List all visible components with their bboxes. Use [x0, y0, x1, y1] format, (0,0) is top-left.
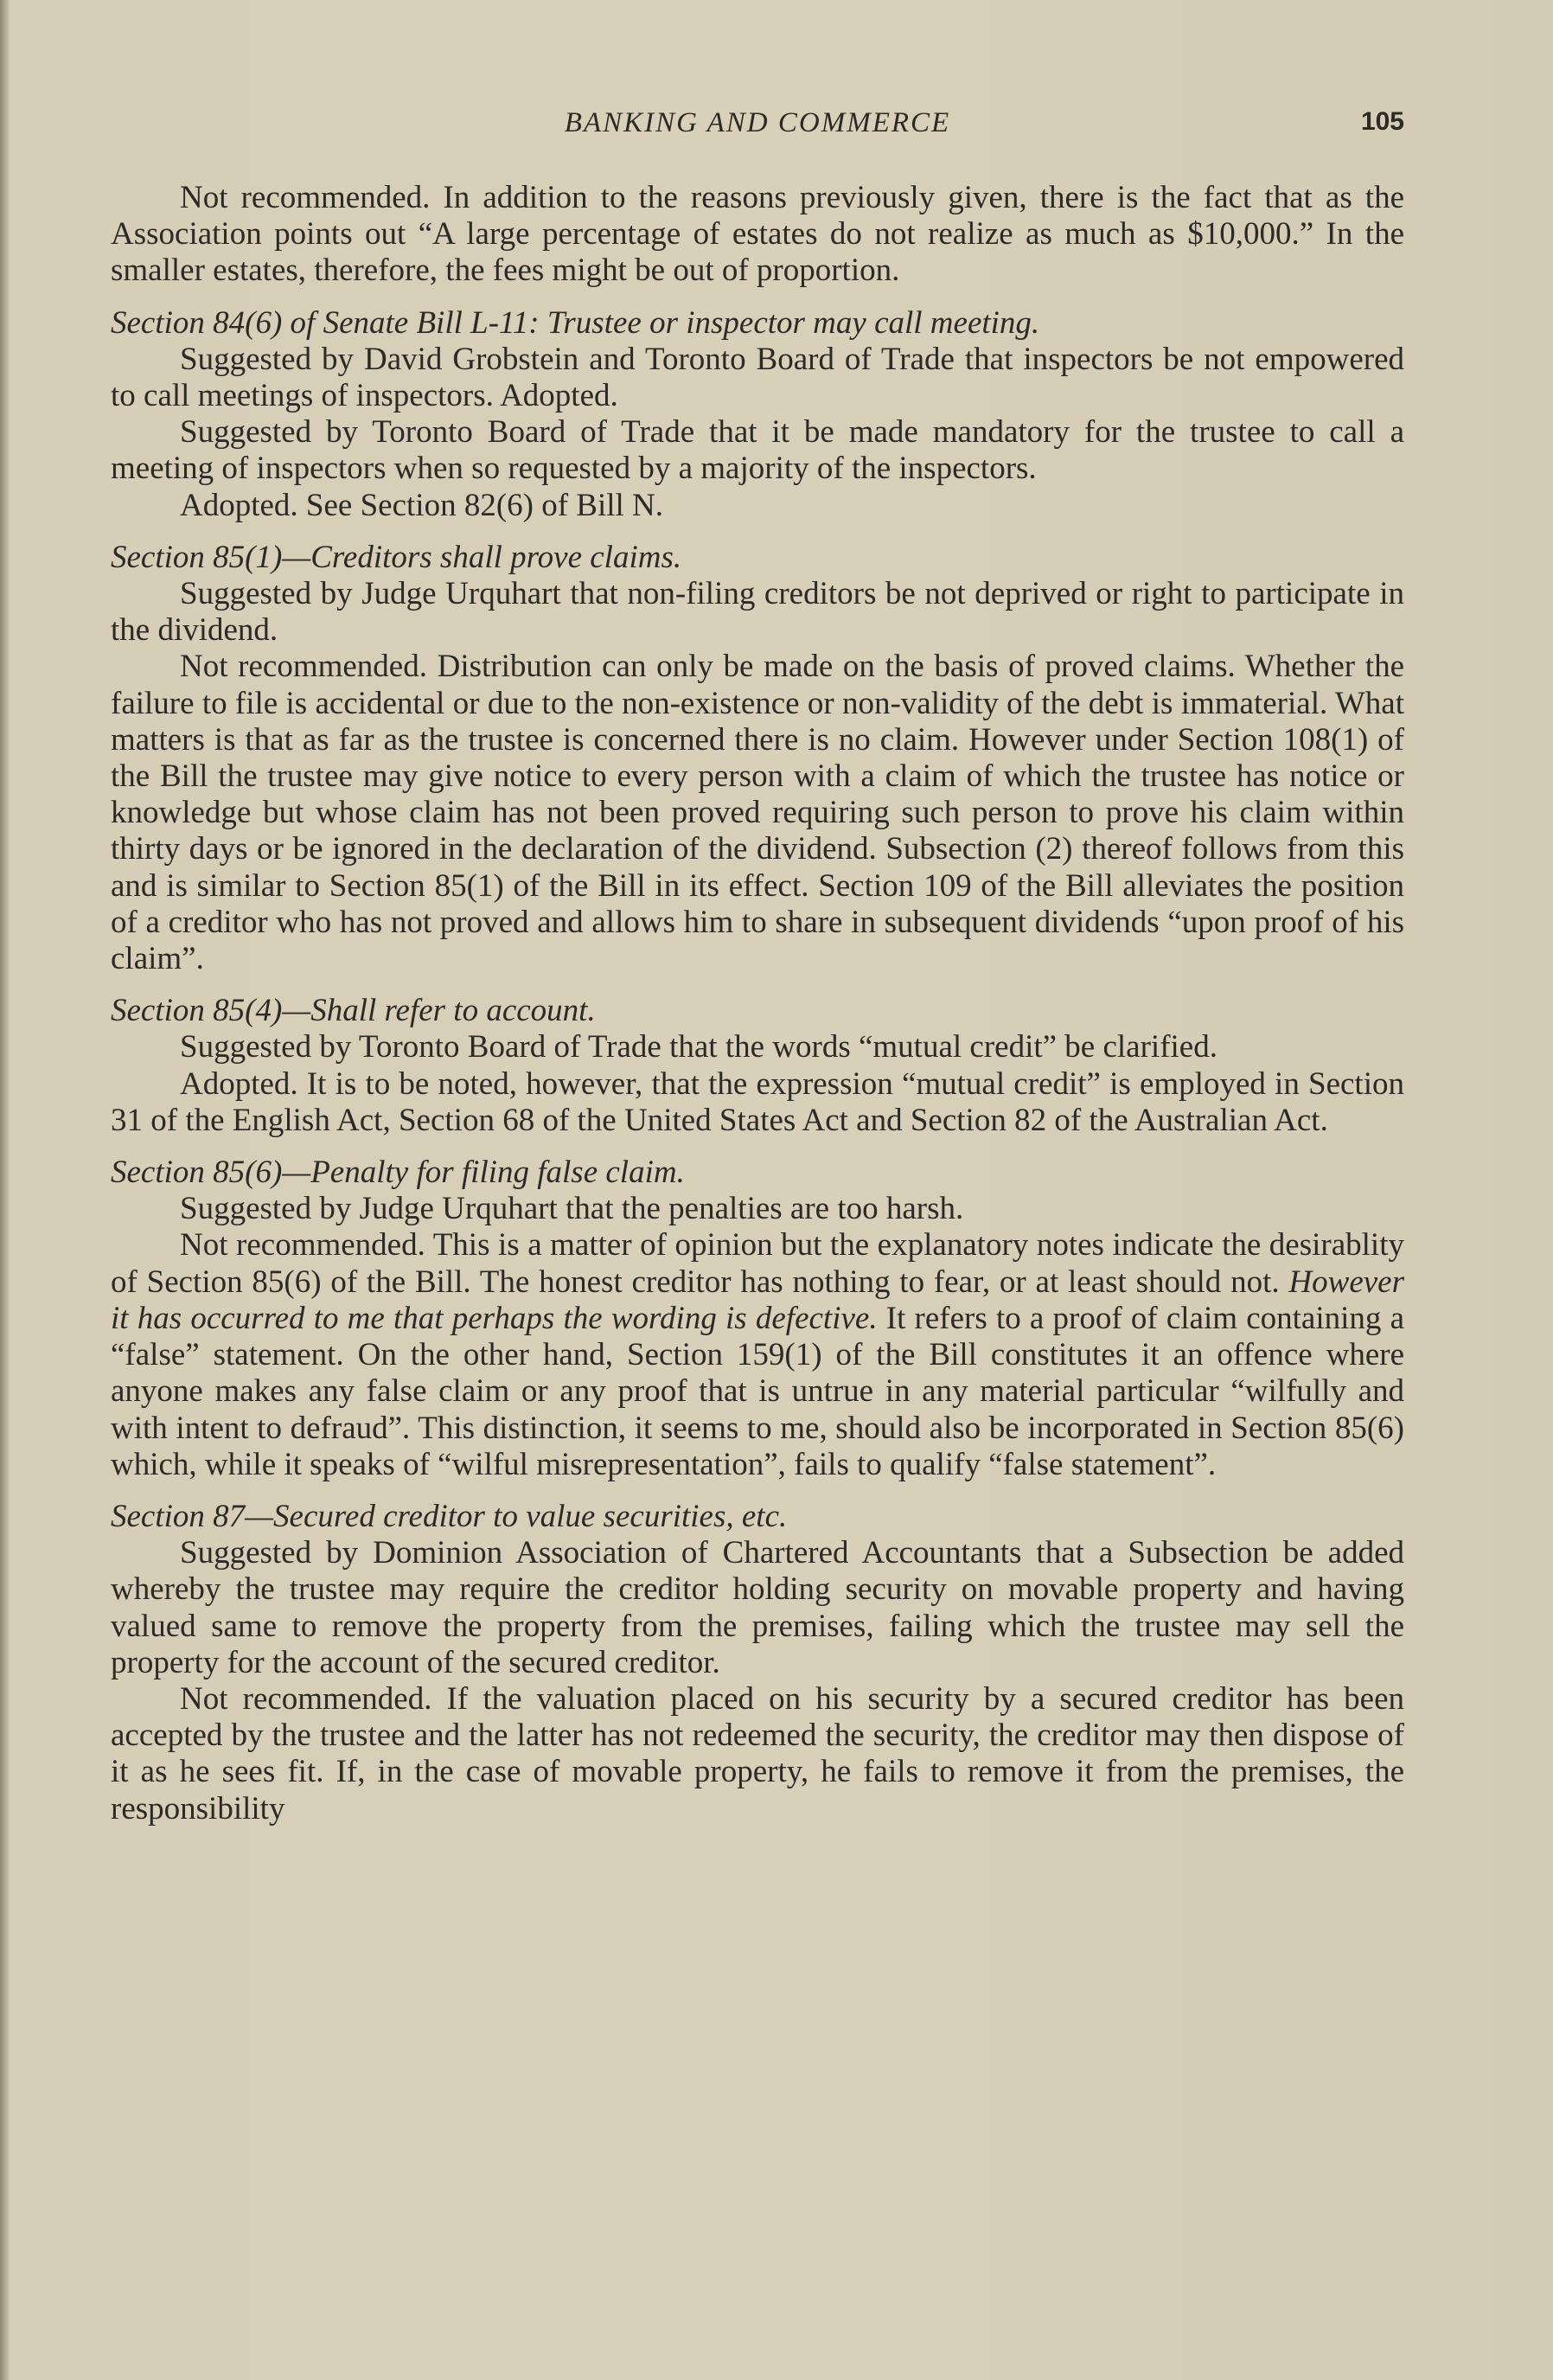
- paragraph-text: Not recommended. This is a matter of opinion but the explanatory notes indicate the desirablity of Section 85(6) of the Bill. The honest creditor has nothing to fear, or at least should not.: [111, 1227, 1404, 1300]
- paragraph: Adopted. It is to be noted, however, that the expression “mutual credit” is employed in Section 31 of the English Act, Section 68 of the United States Act and Section 82 of the Australian Act.: [111, 1065, 1404, 1138]
- page-header: [111, 107, 1404, 150]
- page-number: 105: [1360, 107, 1404, 136]
- section-heading: Section 84(6) of Senate Bill L-11: Trustee or inspector may call meeting.: [111, 304, 1040, 341]
- italic-remark: However it has occurred to me that perhaps the wording is defective.: [111, 1264, 1404, 1336]
- paragraph: Not recommended. Distribution can only be made on the basis of proved claims. Whether the failure to file is accidental or due to the non-existence or non-validity of the debt is immaterial. What matters is that as far as the trustee is concerned there is no claim. However under Section 108(1) of the Bill the trustee may give notice to every person with a claim of which the trustee has notice or knowledge but whose claim has not been proved requiring such person to prove his claim within thirty days or be ignored in the declaration of the dividend. Subsection (2) thereof follows from this and is similar to Section 85(1) of the Bill in its effect. Section 109 of the Bill alleviates the position of a creditor who has not proved and allows him to share in subsequent dividends “upon proof of his claim”.: [111, 649, 1404, 977]
- section-heading: Section 85(4)—Shall refer to account.: [111, 993, 596, 1029]
- paragraph: Suggested by Dominion Association of Chartered Accountants that a Subsection be added whereby the trustee may require the creditor holding security on movable property and having valued same to remove the property from the premises, failing which the trustee may sell the property for the account of the secured creditor.: [111, 1535, 1404, 1680]
- paragraph: Not recommended. In addition to the reasons previously given, there is the fact that as the Association points out “A large percentage of estates do not realize as much as $10,000.” In the smaller estates, therefore, the fees might be out of proportion.: [111, 180, 1404, 289]
- paragraph: Not recommended. If the valuation placed on his security by a secured creditor has been accepted by the trustee and the latter has not redeemed the security, the creditor may then dispose of it as he sees fit. If, in the case of movable property, he fails to remove it from the premises, the responsibility: [111, 1680, 1404, 1827]
- paragraph-text-continued: It refers to a proof of claim containing a “false” statement. On the other hand, Section 159(1) of the Bill constitutes it an offence where anyone makes any false claim or any proof that is untrue in any material particular “wilfully and with intent to defraud”. This distinction, it seems to me, should also be incorporated in Section 85(6) which, while it speaks of “wilful misrepresentation”, fails to qualify “false statement”.: [111, 1300, 1404, 1482]
- paragraph: Suggested by Toronto Board of Trade that the words “mutual credit” be clarified.: [180, 1029, 1217, 1065]
- paragraph: Adopted. See Section 82(6) of Bill N.: [180, 487, 664, 523]
- section-heading: Section 85(1)—Creditors shall prove claims.: [111, 539, 682, 575]
- paragraph: Suggested by Judge Urquhart that the penalties are too harsh.: [180, 1191, 964, 1227]
- page-body: [111, 180, 1404, 1827]
- section-heading: Section 87—Secured creditor to value securities, etc.: [111, 1498, 788, 1534]
- running-title: BANKING AND COMMERCE: [564, 107, 951, 138]
- section-heading: Section 85(6)—Penalty for filing false claim.: [111, 1155, 685, 1191]
- paragraph: Suggested by David Grobstein and Toronto Board of Trade that inspectors be not empowered to call meetings of inspectors. Adopted.: [111, 341, 1404, 414]
- paragraph: [111, 1227, 1404, 1482]
- paragraph: Suggested by Toronto Board of Trade that it be made mandatory for the trustee to call a meeting of inspectors when so requested by a majority of the inspectors.: [111, 414, 1404, 487]
- paragraph: Suggested by Judge Urquhart that non-filing creditors be not deprived or right to participate in the dividend.: [111, 576, 1404, 649]
- binding-edge: [0, 0, 9, 2380]
